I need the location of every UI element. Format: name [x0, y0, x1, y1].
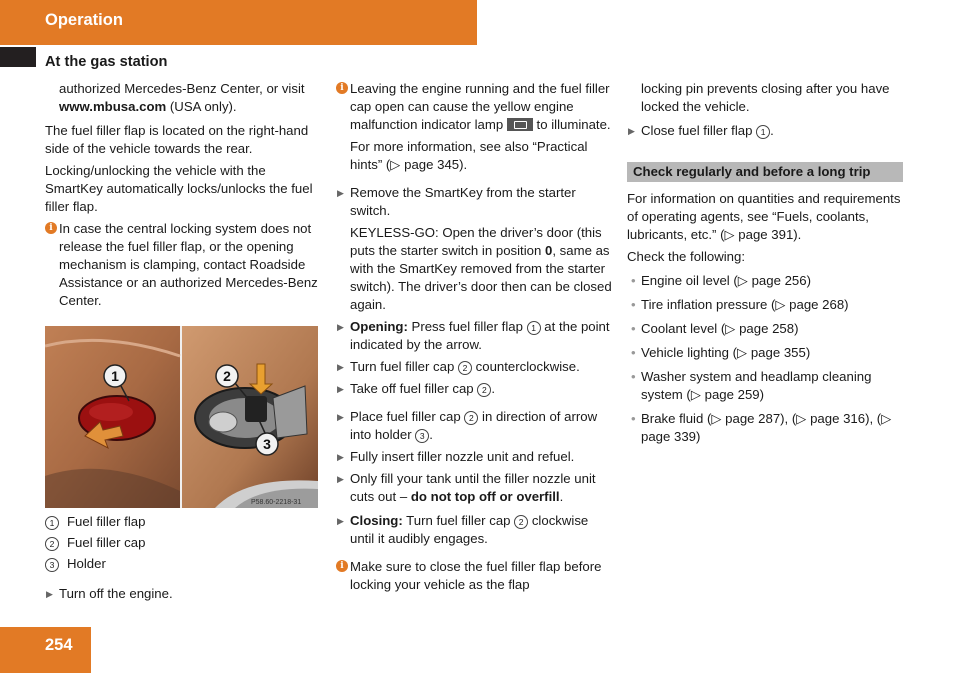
triangle-arrow-icon: ▶: [337, 516, 344, 526]
svg-text:1: 1: [111, 368, 119, 384]
ref-circle: 1: [527, 321, 541, 335]
paragraph-keyless-go: KEYLESS-GO: Open the driver’s door (this puts the starter switch in position 0, same as with the SmartKey removed from the starter switch). The driver’s door then can be closed again.: [350, 225, 612, 312]
website-link[interactable]: www.mbusa.com: [59, 99, 167, 114]
fuel-filler-photo: [45, 326, 318, 508]
svg-text:3: 3: [263, 436, 271, 452]
check-item: • Tire inflation pressure (▷ page 268): [631, 297, 849, 312]
triangle-arrow-icon: ▶: [337, 384, 344, 394]
photo-code: P58.60-2218-31: [251, 499, 302, 506]
legend-number-circle: 1: [45, 516, 59, 530]
check-heading: Check regularly and before a long trip: [627, 162, 903, 182]
check-item: • Engine oil level (▷ page 256): [631, 273, 811, 288]
ref-circle: 2: [514, 515, 528, 529]
ref-circle: 3: [415, 429, 429, 443]
step-closing: ▶ Closing: Turn fuel filler cap 2 clockwise until it audibly engages.: [337, 513, 589, 546]
check-item: • Washer system and headlamp cleaning system (▷ page 259): [631, 369, 872, 402]
info-note-engine-running: i Leaving the engine running and the fuel filler cap open can cause the yellow engine malfunction indicator lamp to illuminate.: [336, 80, 612, 134]
triangle-arrow-icon: ▶: [337, 188, 344, 198]
chapter-header: [0, 0, 477, 45]
triangle-arrow-icon: ▶: [337, 452, 344, 462]
check-item: • Brake fluid (▷ page 287), (▷ page 316), (▷ page 339): [631, 411, 892, 444]
page-number: 254: [45, 636, 73, 654]
paragraph-flap-location: The fuel filler flap is located on the right-hand side of the vehicle towards the rear.: [45, 123, 309, 156]
paragraph-continuation: authorized Mercedes-Benz Center, or visit www.mbusa.com (USA only).: [59, 81, 305, 114]
legend-number-circle: 3: [45, 558, 59, 572]
paragraph-quantities: For information on quantities and requirements of operating agents, see “Fuels, coolants, lubricants, etc.” (▷ page 391).: [627, 191, 901, 242]
legend-item: 2 Fuel filler cap: [45, 534, 305, 552]
legend-item: 3 Holder: [45, 555, 305, 573]
ref-circle: 2: [464, 411, 478, 425]
triangle-arrow-icon: ▶: [46, 589, 53, 599]
info-icon: i: [45, 222, 57, 234]
step-turn-off-engine: ▶ Turn off the engine.: [46, 586, 173, 601]
check-following-label: Check the following:: [627, 249, 746, 264]
step-turn-cap: ▶ Turn fuel filler cap 2 counterclockwise.: [337, 359, 580, 374]
step-insert-nozzle: ▶ Fully insert filler nozzle unit and refuel.: [337, 449, 575, 464]
legend-number-circle: 2: [45, 537, 59, 551]
ref-circle: 2: [458, 361, 472, 375]
step-only-fill: ▶ Only fill your tank until the filler nozzle unit cuts out – do not top off or overfill.: [337, 471, 596, 504]
step-take-off-cap: ▶ Take off fuel filler cap 2 .: [337, 381, 495, 396]
svg-text:2: 2: [223, 368, 231, 384]
column-2: [336, 80, 612, 594]
info-more: For more information, see also “Practical hints” (▷ page 345).: [350, 139, 588, 172]
triangle-arrow-icon: ▶: [337, 474, 344, 484]
step-close-flap: ▶ Close fuel filler flap 1 .: [628, 123, 774, 138]
column-1: [45, 80, 321, 310]
triangle-arrow-icon: ▶: [337, 362, 344, 372]
ref-circle: 1: [756, 125, 770, 139]
legend-item: 1 Fuel filler flap: [45, 513, 305, 531]
check-item: • Coolant level (▷ page 258): [631, 321, 799, 336]
column-3: [627, 80, 903, 452]
triangle-arrow-icon: ▶: [337, 412, 344, 422]
info-note-central-locking: i In case the central locking system does not release the fuel filler flap, or the opening mechanism is clamping, contact Roadside Assistance or an authorized Mercedes-Benz Center.: [45, 220, 321, 310]
engine-malfunction-lamp-icon: [507, 118, 533, 131]
triangle-arrow-icon: ▶: [628, 126, 635, 136]
triangle-arrow-icon: ▶: [337, 322, 344, 332]
check-item: • Vehicle lighting (▷ page 355): [631, 345, 811, 360]
ref-circle: 2: [477, 383, 491, 397]
paragraph-continuation: locking pin prevents closing after you have locked the vehicle.: [641, 81, 890, 114]
page-number-box: [0, 627, 91, 673]
step-remove-smartkey: ▶ Remove the SmartKey from the starter switch.: [337, 185, 576, 218]
chapter-title: Operation: [45, 11, 123, 29]
info-icon: i: [336, 82, 348, 94]
info-icon: i: [336, 560, 348, 572]
paragraph-locking: Locking/unlocking the vehicle with the SmartKey automatically locks/unlocks the fuel filler flap.: [45, 163, 313, 214]
section-title: At the gas station: [45, 54, 168, 70]
step-place-cap: ▶ Place fuel filler cap 2 in direction of arrow into holder 3 .: [337, 409, 598, 442]
step-opening: ▶ Opening: Press fuel filler flap 1 at the point indicated by the arrow.: [337, 319, 610, 352]
section-tab-marker: [0, 47, 36, 67]
info-note-close-flap: i Make sure to close the fuel filler flap before locking your vehicle as the flap: [336, 558, 612, 594]
